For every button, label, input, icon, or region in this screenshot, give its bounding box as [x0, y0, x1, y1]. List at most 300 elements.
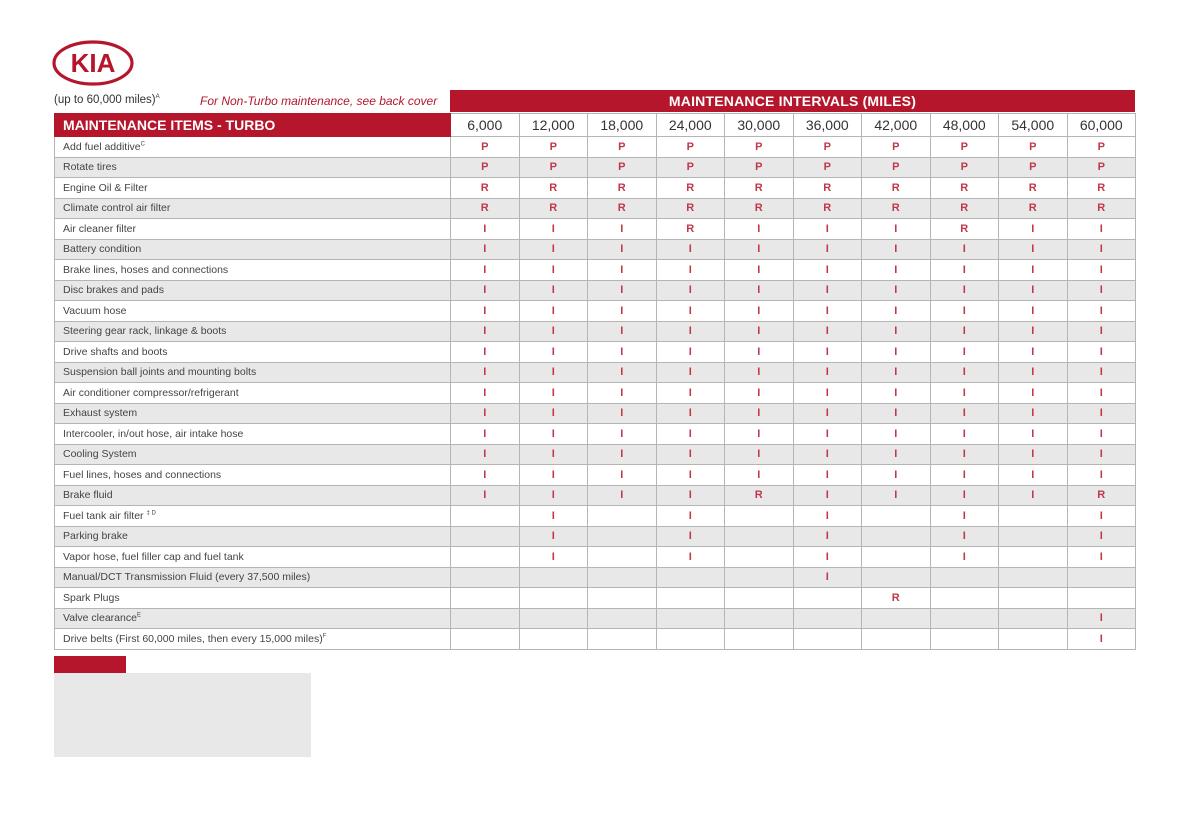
maintenance-item-label: Engine Oil & Filter — [63, 181, 148, 194]
interval-cell — [519, 567, 588, 588]
interval-cell: R — [588, 178, 657, 199]
maintenance-item — [55, 157, 451, 178]
interval-column-header: 6,000 — [451, 114, 520, 137]
interval-cell: I — [999, 403, 1068, 424]
interval-cell: I — [588, 465, 657, 486]
interval-cell: I — [930, 485, 999, 506]
interval-column-header: 54,000 — [999, 114, 1068, 137]
maintenance-item-label: Rotate tires — [63, 161, 117, 174]
interval-cell: I — [862, 465, 931, 486]
interval-cell: I — [793, 260, 862, 281]
interval-cell: R — [862, 178, 931, 199]
interval-cell — [725, 588, 794, 609]
interval-cell: I — [862, 301, 931, 322]
interval-cell: P — [588, 137, 657, 158]
maintenance-item-label: Drive shafts and boots — [63, 345, 168, 358]
interval-cell: I — [725, 465, 794, 486]
interval-column-header: 36,000 — [793, 114, 862, 137]
interval-cell: I — [451, 424, 520, 445]
interval-cell — [519, 588, 588, 609]
interval-cell — [725, 526, 794, 547]
interval-cell: P — [999, 137, 1068, 158]
interval-cell: I — [793, 424, 862, 445]
interval-cell — [656, 629, 725, 650]
maintenance-item-label: Manual/DCT Transmission Fluid (every 37,500 miles) — [63, 571, 311, 584]
interval-cell — [656, 567, 725, 588]
interval-cell: I — [519, 301, 588, 322]
maintenance-item — [55, 588, 451, 609]
interval-cell: I — [656, 444, 725, 465]
interval-cell — [588, 608, 657, 629]
interval-cell: P — [519, 137, 588, 158]
interval-cell: I — [1067, 239, 1136, 260]
interval-cell: I — [656, 506, 725, 527]
interval-cell: I — [451, 219, 520, 240]
interval-cell: I — [862, 383, 931, 404]
interval-cell: I — [451, 301, 520, 322]
table-row — [55, 219, 1136, 240]
maintenance-item — [55, 485, 451, 506]
interval-cell — [999, 526, 1068, 547]
interval-cell: I — [656, 260, 725, 281]
table-row — [55, 342, 1136, 363]
interval-cell: I — [656, 403, 725, 424]
interval-cell — [725, 608, 794, 629]
maintenance-item — [55, 219, 451, 240]
interval-cell: I — [930, 260, 999, 281]
interval-cell: R — [725, 198, 794, 219]
table-row — [55, 321, 1136, 342]
maintenance-item — [55, 567, 451, 588]
interval-cell: I — [1067, 260, 1136, 281]
maintenance-item — [55, 608, 451, 629]
interval-cell: R — [999, 198, 1068, 219]
interval-cell: I — [862, 219, 931, 240]
table-row — [55, 137, 1136, 158]
interval-cell — [451, 506, 520, 527]
interval-cell: I — [930, 301, 999, 322]
interval-cell: I — [930, 465, 999, 486]
interval-cell — [1067, 588, 1136, 609]
maintenance-item — [55, 239, 451, 260]
interval-cell: I — [999, 260, 1068, 281]
maintenance-item-label: Brake lines, hoses and connections — [63, 263, 229, 276]
maintenance-item — [55, 321, 451, 342]
interval-cell: I — [1067, 219, 1136, 240]
interval-cell: I — [1067, 608, 1136, 629]
interval-cell: P — [451, 137, 520, 158]
maintenance-item — [55, 301, 451, 322]
interval-cell: I — [793, 403, 862, 424]
interval-cell: I — [930, 362, 999, 383]
maintenance-item-label: Valve clearance — [63, 612, 137, 625]
interval-cell: I — [725, 362, 794, 383]
interval-cell: R — [930, 219, 999, 240]
interval-cell: I — [519, 321, 588, 342]
interval-cell: I — [588, 444, 657, 465]
interval-cell: I — [1067, 465, 1136, 486]
interval-cell: I — [1067, 403, 1136, 424]
interval-cell — [930, 567, 999, 588]
interval-cell: I — [656, 383, 725, 404]
maintenance-item-label: Brake fluid — [63, 489, 113, 502]
interval-cell: I — [793, 444, 862, 465]
interval-cell: P — [656, 157, 725, 178]
maintenance-item — [55, 342, 451, 363]
interval-cell: I — [588, 301, 657, 322]
interval-cell: R — [588, 198, 657, 219]
interval-cell: R — [519, 198, 588, 219]
non-turbo-note: For Non-Turbo maintenance, see back cover — [200, 94, 438, 108]
interval-cell: P — [862, 137, 931, 158]
maintenance-item — [55, 444, 451, 465]
interval-cell: I — [725, 280, 794, 301]
interval-cell: I — [451, 321, 520, 342]
interval-cell: I — [519, 485, 588, 506]
interval-cell: I — [451, 485, 520, 506]
maintenance-item — [55, 465, 451, 486]
maintenance-item-label: Fuel lines, hoses and connections — [63, 468, 222, 481]
interval-cell: R — [930, 178, 999, 199]
interval-cell — [999, 506, 1068, 527]
interval-cell: I — [930, 403, 999, 424]
interval-cell: P — [793, 157, 862, 178]
maintenance-item — [55, 383, 451, 404]
interval-cell: I — [862, 485, 931, 506]
interval-cell: I — [793, 301, 862, 322]
interval-cell: I — [519, 260, 588, 281]
table-row — [55, 198, 1136, 219]
table-row — [55, 608, 1136, 629]
table-row — [55, 178, 1136, 199]
interval-cell: I — [725, 383, 794, 404]
table-row — [55, 465, 1136, 486]
interval-cell: I — [999, 321, 1068, 342]
interval-cell: I — [1067, 362, 1136, 383]
interval-cell — [999, 567, 1068, 588]
interval-cell: P — [656, 137, 725, 158]
interval-cell: I — [656, 547, 725, 568]
interval-cell: P — [1067, 137, 1136, 158]
interval-cell — [588, 506, 657, 527]
interval-cell: I — [862, 260, 931, 281]
interval-cell — [930, 588, 999, 609]
maintenance-item — [55, 403, 451, 424]
interval-cell: I — [588, 383, 657, 404]
table-row — [55, 588, 1136, 609]
interval-cell — [793, 588, 862, 609]
interval-column-header: 24,000 — [656, 114, 725, 137]
interval-cell — [930, 608, 999, 629]
interval-column-header: 18,000 — [588, 114, 657, 137]
table-header-row — [55, 114, 1136, 137]
table-row — [55, 629, 1136, 650]
interval-cell — [519, 608, 588, 629]
interval-cell: I — [519, 526, 588, 547]
table-row — [55, 403, 1136, 424]
interval-cell: I — [725, 424, 794, 445]
table-row — [55, 260, 1136, 281]
maintenance-item-label: Add fuel additive — [63, 140, 141, 153]
mileage-range-note — [54, 94, 160, 106]
interval-cell — [588, 629, 657, 650]
interval-cell — [793, 608, 862, 629]
interval-column-header: 12,000 — [519, 114, 588, 137]
interval-cell: I — [519, 383, 588, 404]
interval-cell: P — [1067, 157, 1136, 178]
interval-cell: I — [862, 239, 931, 260]
maintenance-item — [55, 260, 451, 281]
interval-cell: R — [656, 178, 725, 199]
table-row — [55, 567, 1136, 588]
interval-cell: I — [793, 506, 862, 527]
interval-cell: I — [588, 485, 657, 506]
maintenance-item-label: Spark Plugs — [63, 591, 120, 604]
interval-cell: I — [656, 465, 725, 486]
maintenance-item — [55, 629, 451, 650]
maintenance-item-label: Air cleaner filter — [63, 222, 136, 235]
maintenance-item-label: Suspension ball joints and mounting bolts — [63, 366, 257, 379]
interval-cell: I — [793, 485, 862, 506]
interval-cell: I — [519, 219, 588, 240]
interval-cell: I — [588, 321, 657, 342]
maintenance-item — [55, 547, 451, 568]
interval-cell: I — [1067, 506, 1136, 527]
interval-cell: I — [862, 403, 931, 424]
maintenance-item-label: Battery condition — [63, 243, 142, 256]
maintenance-item-label: Air conditioner compressor/refrigerant — [63, 386, 239, 399]
interval-cell — [862, 506, 931, 527]
interval-cell: I — [930, 239, 999, 260]
interval-cell: I — [519, 362, 588, 383]
intervals-header: MAINTENANCE INTERVALS (MILES) — [450, 90, 1135, 112]
interval-cell: I — [1067, 424, 1136, 445]
interval-cell: I — [793, 239, 862, 260]
interval-cell: I — [1067, 526, 1136, 547]
interval-cell: I — [656, 301, 725, 322]
kia-logo-text: KIA — [70, 48, 116, 78]
interval-cell: I — [588, 403, 657, 424]
interval-cell: I — [656, 526, 725, 547]
interval-cell: I — [519, 280, 588, 301]
maintenance-item — [55, 424, 451, 445]
maintenance-item-label: Vacuum hose — [63, 304, 127, 317]
maintenance-item-label: Fuel tank air filter — [63, 509, 147, 522]
interval-cell: I — [588, 239, 657, 260]
interval-cell: R — [862, 588, 931, 609]
interval-cell: I — [793, 280, 862, 301]
maintenance-item-label: Cooling System — [63, 448, 137, 461]
interval-cell — [862, 547, 931, 568]
table-row — [55, 424, 1136, 445]
interval-cell: I — [588, 280, 657, 301]
interval-cell: R — [793, 198, 862, 219]
interval-cell: I — [999, 465, 1068, 486]
interval-cell — [451, 629, 520, 650]
interval-cell: I — [930, 321, 999, 342]
maintenance-item-label: Parking brake — [63, 530, 128, 543]
interval-cell: R — [1067, 178, 1136, 199]
interval-cell: I — [656, 280, 725, 301]
maintenance-item-label: Disc brakes and pads — [63, 284, 164, 297]
interval-cell: I — [1067, 280, 1136, 301]
interval-cell — [588, 567, 657, 588]
interval-cell: I — [519, 239, 588, 260]
interval-cell: I — [725, 444, 794, 465]
interval-cell: I — [451, 465, 520, 486]
interval-cell: I — [999, 424, 1068, 445]
interval-cell: R — [1067, 485, 1136, 506]
interval-cell: I — [451, 383, 520, 404]
interval-cell — [862, 629, 931, 650]
interval-cell: P — [725, 157, 794, 178]
maintenance-item-label: Drive belts (First 60,000 miles, then every 15,000 miles) — [63, 632, 323, 645]
interval-cell: I — [519, 424, 588, 445]
interval-cell: R — [725, 178, 794, 199]
interval-cell: I — [999, 280, 1068, 301]
interval-cell: I — [725, 342, 794, 363]
interval-cell: I — [725, 219, 794, 240]
interval-cell: I — [999, 342, 1068, 363]
interval-cell — [519, 629, 588, 650]
interval-cell — [793, 629, 862, 650]
interval-cell: R — [451, 198, 520, 219]
kia-logo — [52, 40, 134, 86]
interval-cell: I — [519, 342, 588, 363]
interval-cell: I — [725, 260, 794, 281]
interval-cell — [1067, 567, 1136, 588]
maintenance-item — [55, 178, 451, 199]
interval-cell: P — [451, 157, 520, 178]
maintenance-item — [55, 362, 451, 383]
table-row — [55, 383, 1136, 404]
interval-cell: I — [793, 526, 862, 547]
table-row — [55, 547, 1136, 568]
interval-cell: I — [725, 403, 794, 424]
interval-cell: R — [725, 485, 794, 506]
interval-cell: R — [999, 178, 1068, 199]
interval-cell: R — [862, 198, 931, 219]
table-row — [55, 301, 1136, 322]
items-header: MAINTENANCE ITEMS - TURBO — [55, 114, 451, 137]
interval-cell — [656, 608, 725, 629]
interval-cell: R — [930, 198, 999, 219]
interval-cell: I — [930, 424, 999, 445]
maintenance-item — [55, 506, 451, 527]
interval-cell: I — [930, 547, 999, 568]
interval-column-header: 30,000 — [725, 114, 794, 137]
interval-cell: I — [656, 342, 725, 363]
interval-cell — [451, 567, 520, 588]
table-row — [55, 506, 1136, 527]
interval-cell: I — [451, 403, 520, 424]
interval-cell: P — [930, 157, 999, 178]
table-row — [55, 444, 1136, 465]
interval-cell: I — [519, 506, 588, 527]
maintenance-item-label: Climate control air filter — [63, 202, 171, 215]
interval-cell: R — [519, 178, 588, 199]
interval-cell: I — [1067, 301, 1136, 322]
interval-cell: I — [451, 239, 520, 260]
interval-cell — [725, 567, 794, 588]
interval-cell — [588, 588, 657, 609]
interval-cell: I — [999, 219, 1068, 240]
maintenance-item-label: Steering gear rack, linkage & boots — [63, 325, 227, 338]
maintenance-item-label: Exhaust system — [63, 407, 138, 420]
maintenance-item — [55, 280, 451, 301]
interval-cell — [999, 588, 1068, 609]
maintenance-item-label: Intercooler, in/out hose, air intake hose — [63, 427, 244, 440]
interval-cell: P — [588, 157, 657, 178]
interval-cell: I — [793, 219, 862, 240]
interval-cell: I — [451, 260, 520, 281]
table-body — [55, 137, 1136, 650]
interval-cell: I — [862, 280, 931, 301]
interval-cell: I — [793, 383, 862, 404]
legend-tab — [54, 656, 126, 673]
interval-cell: I — [999, 444, 1068, 465]
interval-cell: I — [656, 321, 725, 342]
interval-cell: I — [862, 362, 931, 383]
table-row — [55, 280, 1136, 301]
maintenance-item — [55, 526, 451, 547]
interval-cell: I — [793, 567, 862, 588]
interval-cell — [999, 608, 1068, 629]
maintenance-item-label: Vapor hose, fuel filler cap and fuel tank — [63, 550, 244, 563]
interval-cell — [930, 629, 999, 650]
interval-cell — [451, 608, 520, 629]
maintenance-item-footnote: E — [136, 612, 141, 619]
interval-cell: I — [862, 342, 931, 363]
interval-cell: R — [656, 219, 725, 240]
legend-box — [54, 673, 311, 757]
interval-cell — [725, 547, 794, 568]
interval-cell: I — [930, 280, 999, 301]
maintenance-item-footnote: C — [140, 141, 145, 148]
interval-cell: R — [1067, 198, 1136, 219]
interval-cell: I — [588, 219, 657, 240]
interval-cell: R — [793, 178, 862, 199]
interval-cell: I — [656, 485, 725, 506]
interval-cell — [725, 629, 794, 650]
table-row — [55, 526, 1136, 547]
interval-cell: I — [999, 362, 1068, 383]
interval-cell — [999, 629, 1068, 650]
interval-cell: I — [451, 342, 520, 363]
interval-column-header: 48,000 — [930, 114, 999, 137]
interval-cell: I — [519, 465, 588, 486]
interval-cell: I — [930, 444, 999, 465]
interval-cell: I — [725, 321, 794, 342]
interval-cell: I — [725, 301, 794, 322]
interval-cell: P — [519, 157, 588, 178]
interval-cell: I — [999, 383, 1068, 404]
interval-cell — [862, 608, 931, 629]
maintenance-item — [55, 137, 451, 158]
interval-cell: P — [999, 157, 1068, 178]
maintenance-item — [55, 198, 451, 219]
interval-cell: I — [1067, 444, 1136, 465]
interval-cell: I — [862, 321, 931, 342]
interval-cell: I — [1067, 547, 1136, 568]
mileage-range-text: (up to 60,000 miles) — [54, 94, 156, 106]
interval-cell: I — [519, 403, 588, 424]
interval-cell: I — [999, 239, 1068, 260]
interval-cell: P — [793, 137, 862, 158]
interval-cell: I — [519, 547, 588, 568]
interval-cell — [862, 567, 931, 588]
interval-cell: P — [862, 157, 931, 178]
